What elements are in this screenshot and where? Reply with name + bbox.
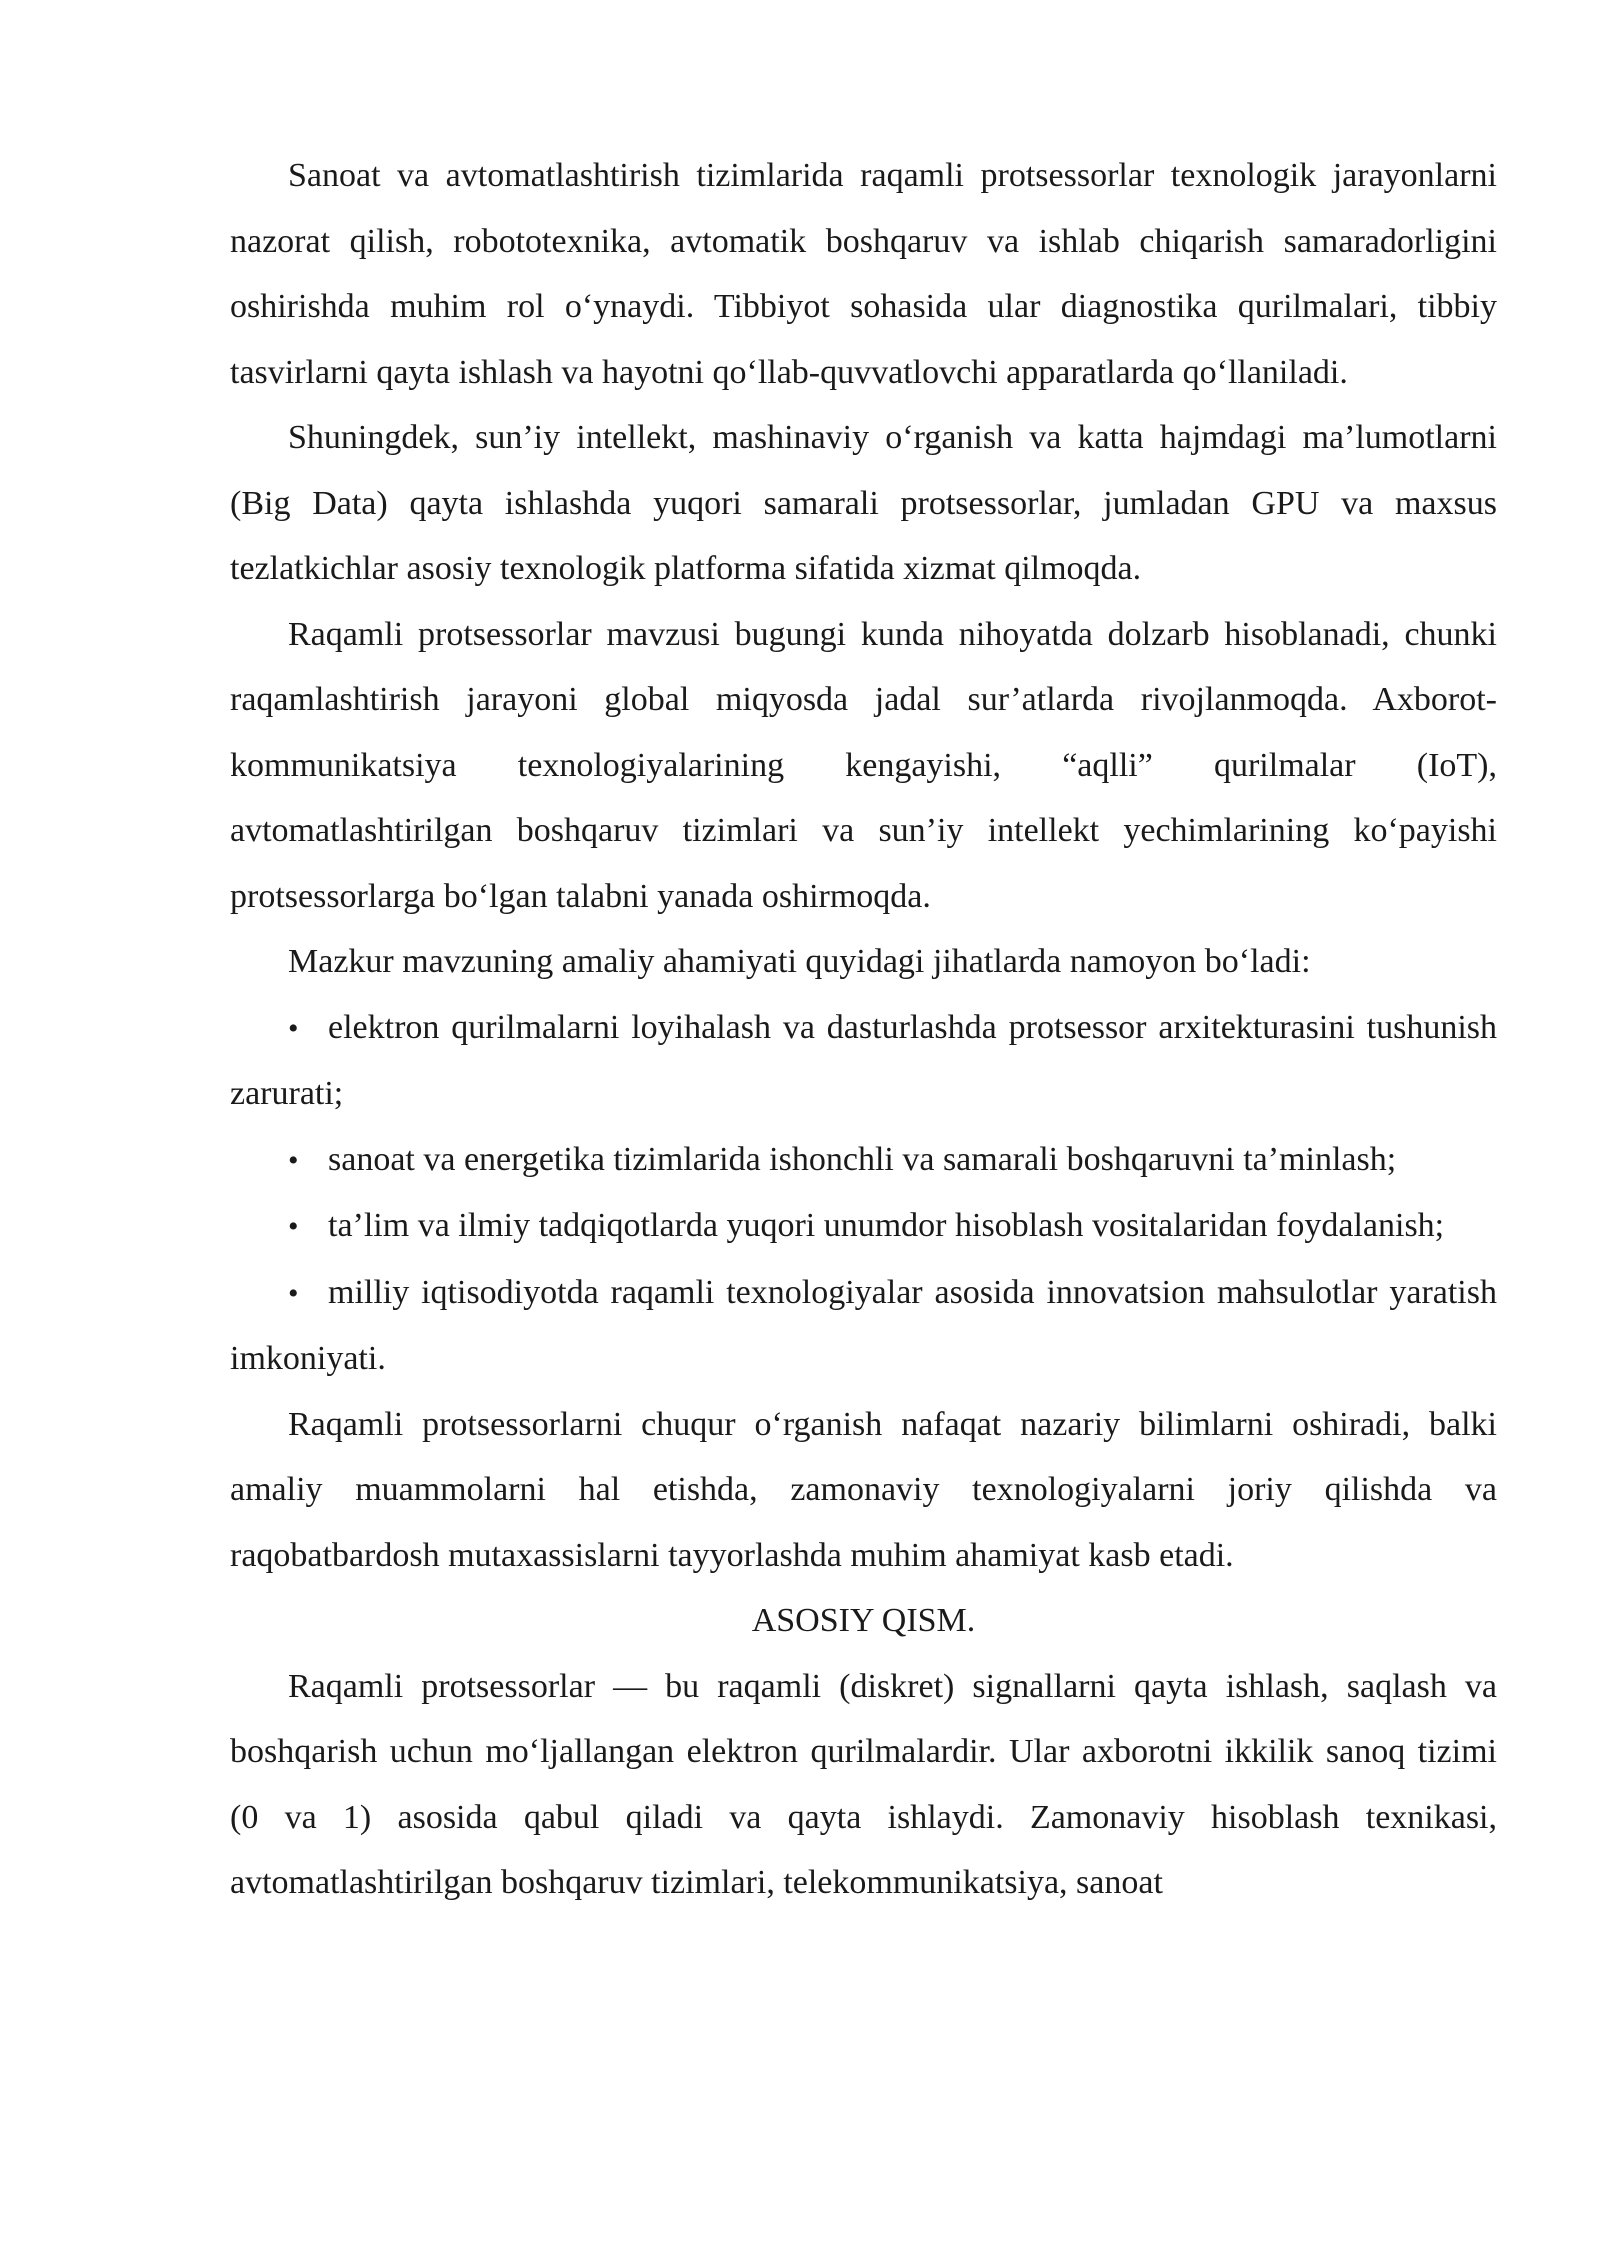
bullet-icon: • [288, 1011, 299, 1045]
bullet-item [230, 1193, 1497, 1260]
paragraph-ai-bigdata: Shuningdek, sun’iy intellekt, mashinaviy o‘rganish va katta hajmdagi ma’lumotlarni (Big Data) qayta ishlashda yuqori samarali protsessorlar, jumladan GPU va maxsus tezlatkichlar asosiy texnologik platforma sifatida xizmat qilmoqda. [230, 419, 1497, 587]
bullet-item [230, 1260, 1497, 1392]
paragraph-deep-study: Raqamli protsessorlarni chuqur o‘rganish nafaqat nazariy bilimlarni oshiradi, balki amaliy muammolarni hal etishda, zamonaviy texnologiyalarni joriy qilishda va raqobatbardosh mutaxassislarni tayyorlashda muhim ahamiyat kasb etadi. [230, 1405, 1497, 1574]
bullet-item [230, 1127, 1497, 1194]
bullet-text: ta’lim va ilmiy tadqiqotlarda yuqori unumdor hisoblash vositalaridan foydalanish; [328, 1207, 1445, 1244]
bullet-item [230, 995, 1497, 1127]
paragraph-practical-intro: Mazkur mavzuning amaliy ahamiyati quyidagi jihatlarda namoyon bo‘ladi: [288, 943, 1311, 980]
bullet-text: sanoat va energetika tizimlarida ishonchli va samarali boshqaruvni ta’minlash; [328, 1140, 1397, 1178]
bullet-icon: • [288, 1143, 299, 1177]
bullet-text: elektron qurilmalarni loyihalash va dasturlashda protsessor arxitekturasini tushunish zarurati; [230, 1008, 1497, 1112]
paragraph-relevance: Raqamli protsessorlar mavzusi bugungi kunda nihoyatda dolzarb hisoblanadi, chunki raqamlashtirish jarayoni global miqyosda jadal sur’atlarda rivojlanmoqda. Axborot-kommunikatsiya texnologiyalarining kengayishi, “aqlli” qurilmalar (IoT), avtomatlashtirilgan boshqaruv tizimlari va sun’iy intellekt yechimlarining ko‘payishi protsessorlarga bo‘lgan talabni yanada oshirmoqda. [230, 615, 1497, 915]
bullet-icon: • [288, 1276, 299, 1310]
document-page [230, 143, 1497, 1916]
paragraph-definition: Raqamli protsessorlar — bu raqamli (diskret) signallarni qayta ishlash, saqlash va boshqarish uchun mo‘ljallangan elektron qurilmalardir. Ular axborotni ikkilik sanoq tizimi (0 va 1) asosida qabul qiladi va qayta ishlaydi. Zamonaviy hisoblash texnikasi, avtomatlashtirilgan boshqaruv tizimlari, telekommunikatsiya, sanoat [230, 1667, 1497, 1901]
bullet-text: milliy iqtisodiyotda raqamli texnologiyalar asosida innovatsion mahsulotlar yaratish imkoniyati. [230, 1273, 1497, 1377]
section-heading: ASOSIY QISM. [751, 1602, 976, 1639]
bullet-icon: • [288, 1210, 299, 1243]
paragraph-industry-medicine: Sanoat va avtomatlashtirish tizimlarida raqamli protsessorlar texnologik jarayonlarni nazorat qilish, robototexnika, avtomatik boshqaruv va ishlab chiqarish samaradorligini oshirishda muhim rol o‘ynaydi. Tibbiyot sohasida ular diagnostika qurilmalari, tibbiy tasvirlarni qayta ishlash va hayotni qo‘llab-quvvatlovchi apparatlarda qo‘llaniladi. [230, 157, 1497, 391]
